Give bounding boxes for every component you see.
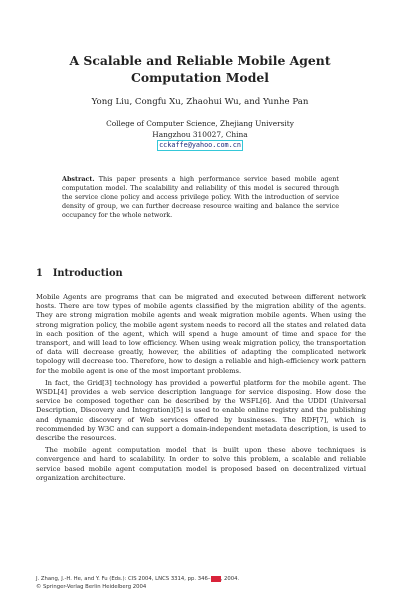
abstract-label: Abstract. xyxy=(62,175,95,183)
author-list: Yong Liu, Congfu Xu, Zhaohui Wu, and Yunhe Pan xyxy=(91,97,309,107)
citation-suffix: , 2004. xyxy=(220,576,240,582)
affiliation-block xyxy=(40,119,360,151)
paragraph: Mobile Agents are programs that can be migrated and executed between different network hosts. There are tow types of mobile agents classified by the migration ability of the agents. They are strong migration mobile agents and weak migration mobile agents. When using the strong migration policy, the mobile agent system needs to record all the states and related data in each position of the agent, which will spend a huge amount of time and space for the transport, and will lead to low efficiency. When using weak migration policy, the transportation of data will decrease greatly, however, the abilities of adapting the complicated network topology will decrease too. Therefore, how to design a reliable and high-efficiency work pattern for the mobile agent is one of the most important problems. xyxy=(36,293,366,375)
citation-footer xyxy=(36,575,366,591)
affiliation-institution: College of Computer Science, Zhejiang University xyxy=(106,119,294,128)
section-heading xyxy=(36,268,123,279)
affiliation-city: Hangzhou 310027, China xyxy=(152,129,248,139)
paragraph: The mobile agent computation model that is built upon these above techniques is convergence and hard to scalability. In order to solve this problem, a scalable and reliable service based mobile agent computation model is proposed based on decentralized virtual organization architecture. xyxy=(36,446,366,482)
paper-title: A Scalable and Reliable Mobile Agent Computation Model xyxy=(69,53,331,85)
email-link[interactable]: cckaffe@yahoo.com.cn xyxy=(159,141,241,149)
email-row xyxy=(40,140,360,151)
paragraph: In fact, the Grid[3] technology has provided a powerful platform for the mobile agent. The WSDL[4] provides a web service description language for service disposing. How dose the service be composed together can be described by the WSFL[6]. And the UDDI (Universal Description, Discovery and Integration)[5] is used to enable online registry and the publishing and dynamic discovery of Web services offered by businesses. The RDF[7], which is recommended by W3C and can support a domain-independent metadata description, is used to describe the resources. xyxy=(36,378,366,443)
abstract xyxy=(62,175,339,220)
section-number: 1 xyxy=(36,268,43,279)
copyright-line: © Springer-Verlag Berlin Heidelberg 2004 xyxy=(36,584,147,590)
abstract-text: This paper presents a high performance service based mobile agent computation model. The scalability and reliability of this model is secured through the service clone policy and access privilege policy. With the introduction of service density of group, we can further decrease resource waiting and balance the service occupancy for the whole network. xyxy=(62,175,339,219)
section-body xyxy=(36,293,366,486)
citation-prefix: J. Zhang, J.-H. He, and Y. Fu (Eds.): CIS 2004, LNCS 3314, pp. 346– xyxy=(36,576,211,582)
page-end-highlight: 351 xyxy=(210,576,221,582)
section-title: Introduction xyxy=(52,268,123,279)
citation-line xyxy=(36,575,366,583)
